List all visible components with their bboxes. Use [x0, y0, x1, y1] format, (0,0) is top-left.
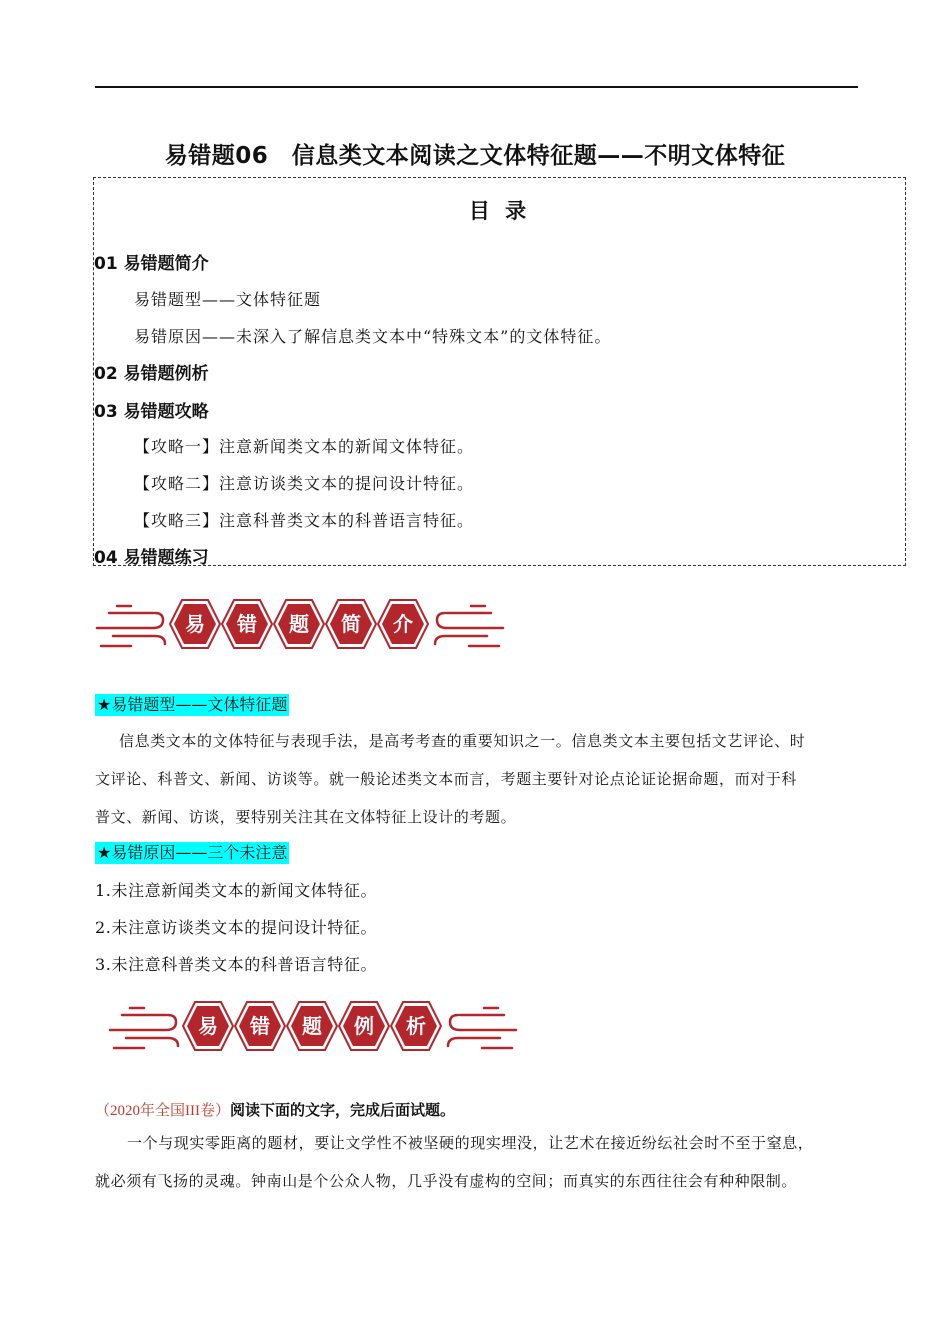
exam-source: （2020年全国III卷） — [95, 1103, 230, 1119]
intro-paragraph — [95, 722, 855, 836]
toc-item-strategy-1[interactable]: 【攻略一】注意新闻类文本的新闻文体特征。 — [134, 437, 475, 456]
banner-char: 析 — [406, 1014, 426, 1038]
page-title: 易错题06 信息类文本阅读之文体特征题——不明文体特征 — [164, 143, 786, 169]
banner-char: 简 — [341, 612, 361, 636]
banner-char: 错 — [250, 1014, 270, 1038]
para-line: 信息类文本的文体特征与表现手法，是高考考查的重要知识之一。信息类文本主要包括文艺评论、时 — [119, 732, 806, 750]
toc-item-strategy-3[interactable]: 【攻略三】注意科普类文本的科普语言特征。 — [134, 511, 475, 530]
banner-char: 介 — [393, 612, 413, 636]
table-of-contents — [93, 177, 906, 566]
instruction-text: 阅读下面的文字，完成后面试题。 — [230, 1101, 456, 1119]
toc-section-3[interactable]: 03 易错题攻略 — [94, 402, 209, 422]
toc-section-1[interactable]: 01 易错题简介 — [94, 254, 209, 274]
toc-section-2[interactable]: 02 易错题例析 — [94, 364, 209, 384]
para-line: 文评论、科普文、新闻、访谈等。就一般论述类文本而言，考题主要针对论点论证论据命题，而对于科 — [95, 770, 798, 788]
banner-char: 易 — [185, 612, 205, 636]
toc-item-type[interactable]: 易错题型——文体特征题 — [134, 290, 322, 309]
banner-char: 易 — [198, 1014, 218, 1038]
example-source-line — [95, 1099, 455, 1120]
highlight-question-type: ★易错题型——文体特征题 — [97, 695, 288, 714]
banner-char: 例 — [354, 1014, 374, 1038]
highlight-error-reason: ★易错原因——三个未注意 — [97, 843, 288, 862]
toc-item-reason[interactable]: 易错原因——未深入了解信息类文本中“特殊文本”的文体特征。 — [134, 327, 612, 346]
toc-item-strategy-2[interactable]: 【攻略二】注意访谈类文本的提问设计特征。 — [134, 474, 475, 493]
example-paragraph — [95, 1124, 855, 1200]
para-line: 一个与现实零距离的题材，要让文学性不被坚硬的现实埋没，让艺术在接近纷纭社会时不至于窒息， — [127, 1134, 814, 1152]
banner-char: 题 — [289, 612, 309, 636]
list-item: 1.未注意新闻类文本的新闻文体特征。 — [95, 881, 378, 900]
section-banner-examples — [108, 998, 518, 1054]
para-line: 普文、新闻、访谈，要特别关注其在文体特征上设计的考题。 — [95, 808, 517, 826]
list-item: 3.未注意科普类文本的科普语言特征。 — [95, 955, 378, 974]
banner-char: 题 — [302, 1014, 322, 1038]
para-line: 就必须有飞扬的灵魂。钟南山是个公众人物，几乎没有虚构的空间；而真实的东西往往会有种种限制。 — [95, 1172, 798, 1190]
banner-char: 错 — [237, 612, 257, 636]
header-rule — [95, 86, 858, 88]
section-banner-intro — [95, 596, 505, 652]
list-item: 2.未注意访谈类文本的提问设计特征。 — [95, 918, 378, 937]
toc-heading: 目 录 — [468, 199, 531, 223]
toc-section-4[interactable]: 04 易错题练习 — [94, 548, 209, 568]
